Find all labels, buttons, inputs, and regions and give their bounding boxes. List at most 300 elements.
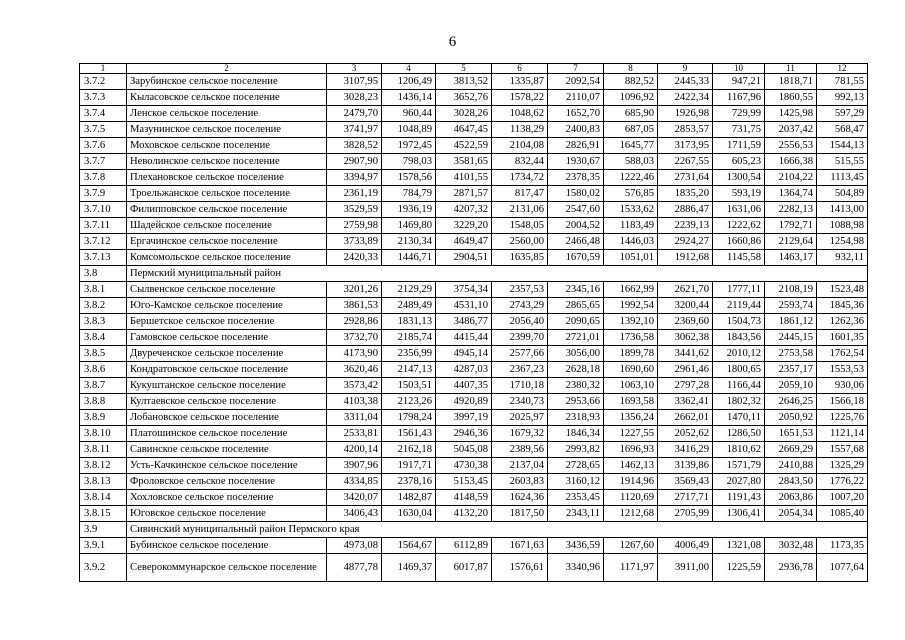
value-cell-col10: 1843,56 [713, 330, 765, 346]
value-cell-col7: 2353,45 [548, 490, 604, 506]
value-cell-col4: 2162,18 [382, 442, 436, 458]
value-cell-col8: 1222,46 [604, 170, 658, 186]
table-row [80, 154, 868, 170]
value-cell-col4: 1048,89 [382, 122, 436, 138]
value-cell-col12: 1413,00 [817, 202, 868, 218]
value-cell-col7: 1652,70 [548, 106, 604, 122]
value-cell-col11: 2445,15 [765, 330, 817, 346]
table-row [80, 90, 868, 106]
value-cell-col3: 4103,38 [327, 394, 382, 410]
value-cell-col3: 3733,89 [327, 234, 382, 250]
value-cell-col6: 2743,29 [492, 298, 548, 314]
value-cell-col7: 1580,02 [548, 186, 604, 202]
column-header-9: 9 [658, 64, 713, 74]
value-cell-col8: 1736,58 [604, 330, 658, 346]
value-cell-col6: 1635,85 [492, 250, 548, 266]
value-cell-col5: 4207,32 [436, 202, 492, 218]
value-cell-col4: 1206,49 [382, 74, 436, 90]
settlement-name: Плехановское сельское поселение [127, 170, 327, 186]
value-cell-col8: 1462,13 [604, 458, 658, 474]
value-cell-col7: 2400,83 [548, 122, 604, 138]
value-cell-col12: 1601,35 [817, 330, 868, 346]
row-code: 3.8.5 [80, 346, 127, 362]
value-cell-col9: 3139,86 [658, 458, 713, 474]
value-cell-col7: 2953,66 [548, 394, 604, 410]
value-cell-col10: 1470,11 [713, 410, 765, 426]
value-cell-col10: 2027,80 [713, 474, 765, 490]
row-code: 3.9.2 [80, 554, 127, 582]
value-cell-col9: 3062,38 [658, 330, 713, 346]
table-row [80, 170, 868, 186]
column-header-7: 7 [548, 64, 604, 74]
value-cell-col6: 2137,04 [492, 458, 548, 474]
value-cell-col8: 1212,68 [604, 506, 658, 522]
settlement-name: Филипповское сельское поселение [127, 202, 327, 218]
value-cell-col9: 4006,49 [658, 538, 713, 554]
table-row [80, 298, 868, 314]
row-code: 3.7.11 [80, 218, 127, 234]
value-cell-col9: 3200,44 [658, 298, 713, 314]
settlement-name: Савинское сельское поселение [127, 442, 327, 458]
value-cell-col8: 1645,77 [604, 138, 658, 154]
value-cell-col7: 2110,07 [548, 90, 604, 106]
table-row [80, 106, 868, 122]
table-row [80, 346, 868, 362]
value-cell-col9: 2797,28 [658, 378, 713, 394]
value-cell-col9: 2267,55 [658, 154, 713, 170]
value-cell-col6: 2367,23 [492, 362, 548, 378]
table-row [80, 394, 868, 410]
value-cell-col3: 3028,23 [327, 90, 382, 106]
value-cell-col12: 932,11 [817, 250, 868, 266]
value-cell-col5: 2904,51 [436, 250, 492, 266]
value-cell-col11: 2646,25 [765, 394, 817, 410]
value-cell-col8: 588,03 [604, 154, 658, 170]
value-cell-col7: 2826,91 [548, 138, 604, 154]
settlement-name: Кондратовское сельское поселение [127, 362, 327, 378]
value-cell-col12: 1845,36 [817, 298, 868, 314]
settlement-name: Юго-Камское сельское поселение [127, 298, 327, 314]
value-cell-col6: 1671,63 [492, 538, 548, 554]
settlement-name: Гамовское сельское поселение [127, 330, 327, 346]
value-cell-col11: 1818,71 [765, 74, 817, 90]
value-cell-col4: 1630,04 [382, 506, 436, 522]
value-cell-col7: 2466,48 [548, 234, 604, 250]
value-cell-col8: 1690,60 [604, 362, 658, 378]
settlement-name: Зарубинское сельское поселение [127, 74, 327, 90]
value-cell-col4: 1972,45 [382, 138, 436, 154]
value-cell-col5: 3652,76 [436, 90, 492, 106]
value-cell-col6: 1138,29 [492, 122, 548, 138]
table-row [80, 474, 868, 490]
value-cell-col6: 2357,53 [492, 282, 548, 298]
settlement-name: Лобановское сельское поселение [127, 410, 327, 426]
value-cell-col7: 2378,35 [548, 170, 604, 186]
value-cell-col10: 1631,06 [713, 202, 765, 218]
value-cell-col6: 2399,70 [492, 330, 548, 346]
value-cell-col3: 3861,53 [327, 298, 382, 314]
value-cell-col8: 1183,49 [604, 218, 658, 234]
value-cell-col12: 597,29 [817, 106, 868, 122]
value-cell-col11: 1463,17 [765, 250, 817, 266]
value-cell-col9: 3416,29 [658, 442, 713, 458]
value-cell-col5: 4920,89 [436, 394, 492, 410]
value-cell-col3: 4200,14 [327, 442, 382, 458]
value-cell-col11: 2936,78 [765, 554, 817, 582]
settlement-name: Юговское сельское поселение [127, 506, 327, 522]
value-cell-col3: 3406,43 [327, 506, 382, 522]
row-code: 3.8.13 [80, 474, 127, 490]
value-cell-col3: 4334,85 [327, 474, 382, 490]
settlement-name: Кукуштанское сельское поселение [127, 378, 327, 394]
value-cell-col10: 1777,11 [713, 282, 765, 298]
value-cell-col11: 2282,13 [765, 202, 817, 218]
settlement-name: Бершетское сельское поселение [127, 314, 327, 330]
value-cell-col9: 2731,64 [658, 170, 713, 186]
value-cell-col6: 1817,50 [492, 506, 548, 522]
value-cell-col10: 1800,65 [713, 362, 765, 378]
value-cell-col4: 2129,29 [382, 282, 436, 298]
value-cell-col4: 1936,19 [382, 202, 436, 218]
row-code: 3.7.3 [80, 90, 127, 106]
value-cell-col12: 1085,40 [817, 506, 868, 522]
settlement-name: Култаевское сельское поселение [127, 394, 327, 410]
page-number: 6 [448, 34, 457, 50]
value-cell-col9: 1912,68 [658, 250, 713, 266]
data-table [79, 63, 868, 582]
value-cell-col11: 1651,53 [765, 426, 817, 442]
value-cell-col12: 1173,35 [817, 538, 868, 554]
table-row [80, 234, 868, 250]
value-cell-col4: 960,44 [382, 106, 436, 122]
value-cell-col8: 1533,62 [604, 202, 658, 218]
group-row [80, 522, 868, 538]
value-cell-col5: 5045,08 [436, 442, 492, 458]
value-cell-col6: 1679,32 [492, 426, 548, 442]
value-cell-col12: 1776,22 [817, 474, 868, 490]
value-cell-col3: 3529,59 [327, 202, 382, 218]
row-code: 3.7.4 [80, 106, 127, 122]
settlement-name: Сылвенское сельское поселение [127, 282, 327, 298]
value-cell-col10: 2119,44 [713, 298, 765, 314]
table-row [80, 362, 868, 378]
value-cell-col5: 3813,52 [436, 74, 492, 90]
value-cell-col4: 1561,43 [382, 426, 436, 442]
value-cell-col7: 2728,65 [548, 458, 604, 474]
value-cell-col7: 3340,96 [548, 554, 604, 582]
value-cell-col5: 3229,20 [436, 218, 492, 234]
value-cell-col6: 1048,62 [492, 106, 548, 122]
value-cell-col6: 832,44 [492, 154, 548, 170]
value-cell-col3: 3907,96 [327, 458, 382, 474]
value-cell-col6: 2560,00 [492, 234, 548, 250]
table-row [80, 138, 868, 154]
value-cell-col11: 1425,98 [765, 106, 817, 122]
value-cell-col4: 784,79 [382, 186, 436, 202]
table-row [80, 378, 868, 394]
value-cell-col4: 2185,74 [382, 330, 436, 346]
value-cell-col10: 2010,12 [713, 346, 765, 362]
value-cell-col7: 2628,18 [548, 362, 604, 378]
value-cell-col11: 1666,38 [765, 154, 817, 170]
value-cell-col9: 1835,20 [658, 186, 713, 202]
value-cell-col10: 593,19 [713, 186, 765, 202]
value-cell-col8: 1267,60 [604, 538, 658, 554]
value-cell-col6: 817,47 [492, 186, 548, 202]
table-row [80, 202, 868, 218]
value-cell-col11: 1792,71 [765, 218, 817, 234]
row-code: 3.7.7 [80, 154, 127, 170]
settlement-name: Усть-Качкинское сельское поселение [127, 458, 327, 474]
value-cell-col3: 3573,42 [327, 378, 382, 394]
value-cell-col9: 1926,98 [658, 106, 713, 122]
value-cell-col5: 4730,38 [436, 458, 492, 474]
column-header-8: 8 [604, 64, 658, 74]
table-row [80, 330, 868, 346]
value-cell-col5: 4407,35 [436, 378, 492, 394]
value-cell-col10: 1300,54 [713, 170, 765, 186]
value-cell-col7: 2721,01 [548, 330, 604, 346]
value-cell-col7: 2092,54 [548, 74, 604, 90]
value-cell-col3: 3741,97 [327, 122, 382, 138]
row-code: 3.7.8 [80, 170, 127, 186]
value-cell-col9: 3569,43 [658, 474, 713, 490]
value-cell-col3: 2361,19 [327, 186, 382, 202]
row-code: 3.7.5 [80, 122, 127, 138]
table-row [80, 74, 868, 90]
value-cell-col3: 4173,90 [327, 346, 382, 362]
value-cell-col12: 1762,54 [817, 346, 868, 362]
value-cell-col7: 2318,93 [548, 410, 604, 426]
table-row [80, 218, 868, 234]
value-cell-col9: 3441,62 [658, 346, 713, 362]
value-cell-col3: 2420,33 [327, 250, 382, 266]
value-cell-col3: 4877,78 [327, 554, 382, 582]
row-code: 3.8.8 [80, 394, 127, 410]
value-cell-col11: 2059,10 [765, 378, 817, 394]
value-cell-col10: 1321,08 [713, 538, 765, 554]
group-name: Сивинский муниципальный район Пермского края [127, 522, 868, 538]
row-code: 3.8.15 [80, 506, 127, 522]
row-code: 3.8.6 [80, 362, 127, 378]
settlement-name: Неволинское сельское поселение [127, 154, 327, 170]
value-cell-col12: 504,89 [817, 186, 868, 202]
value-cell-col7: 2547,60 [548, 202, 604, 218]
value-cell-col9: 2705,99 [658, 506, 713, 522]
row-code: 3.8.1 [80, 282, 127, 298]
value-cell-col5: 4132,20 [436, 506, 492, 522]
value-cell-col8: 1662,99 [604, 282, 658, 298]
value-cell-col10: 1286,50 [713, 426, 765, 442]
value-cell-col10: 1166,44 [713, 378, 765, 394]
value-cell-col6: 2131,06 [492, 202, 548, 218]
settlement-name: Мазунинское сельское поселение [127, 122, 327, 138]
value-cell-col10: 1167,96 [713, 90, 765, 106]
value-cell-col12: 1225,76 [817, 410, 868, 426]
settlement-name: Хохловское сельское поселение [127, 490, 327, 506]
value-cell-col5: 3028,26 [436, 106, 492, 122]
group-name: Пермский муниципальный район [127, 266, 868, 282]
value-cell-col6: 2025,97 [492, 410, 548, 426]
value-cell-col3: 3732,70 [327, 330, 382, 346]
value-cell-col7: 2090,65 [548, 314, 604, 330]
value-cell-col3: 4973,08 [327, 538, 382, 554]
row-code: 3.8.12 [80, 458, 127, 474]
row-code: 3.8.2 [80, 298, 127, 314]
table-row [80, 186, 868, 202]
value-cell-col11: 2357,17 [765, 362, 817, 378]
value-cell-col8: 1227,55 [604, 426, 658, 442]
table-row [80, 314, 868, 330]
value-cell-col7: 2993,82 [548, 442, 604, 458]
value-cell-col8: 687,05 [604, 122, 658, 138]
table-row [80, 426, 868, 442]
value-cell-col6: 1624,36 [492, 490, 548, 506]
column-header-3: 3 [327, 64, 382, 74]
row-code: 3.8.9 [80, 410, 127, 426]
value-cell-col3: 3201,26 [327, 282, 382, 298]
value-cell-col6: 1734,72 [492, 170, 548, 186]
value-cell-col4: 2489,49 [382, 298, 436, 314]
table-body [80, 64, 868, 582]
value-cell-col6: 1335,87 [492, 74, 548, 90]
value-cell-col12: 515,55 [817, 154, 868, 170]
value-cell-col12: 568,47 [817, 122, 868, 138]
value-cell-col4: 1831,13 [382, 314, 436, 330]
value-cell-col4: 1482,87 [382, 490, 436, 506]
value-cell-col3: 2479,70 [327, 106, 382, 122]
value-cell-col12: 1254,98 [817, 234, 868, 250]
value-cell-col5: 4647,45 [436, 122, 492, 138]
value-cell-col5: 4945,14 [436, 346, 492, 362]
row-code: 3.9.1 [80, 538, 127, 554]
column-header-6: 6 [492, 64, 548, 74]
settlement-name: Кыласовское сельское поселение [127, 90, 327, 106]
settlement-name: Моховское сельское поселение [127, 138, 327, 154]
value-cell-col9: 2445,33 [658, 74, 713, 90]
value-cell-col7: 1846,34 [548, 426, 604, 442]
value-cell-col5: 2871,57 [436, 186, 492, 202]
value-cell-col3: 3420,07 [327, 490, 382, 506]
value-cell-col4: 1469,37 [382, 554, 436, 582]
value-cell-col10: 1504,73 [713, 314, 765, 330]
value-cell-col10: 1810,62 [713, 442, 765, 458]
settlement-name: Двуреченское сельское поселение [127, 346, 327, 362]
value-cell-col11: 2104,22 [765, 170, 817, 186]
value-cell-col12: 1007,20 [817, 490, 868, 506]
value-cell-col7: 3056,00 [548, 346, 604, 362]
value-cell-col11: 2129,64 [765, 234, 817, 250]
value-cell-col4: 1578,56 [382, 170, 436, 186]
row-code: 3.9 [80, 522, 127, 538]
value-cell-col9: 2621,70 [658, 282, 713, 298]
value-cell-col6: 1576,61 [492, 554, 548, 582]
value-cell-col4: 1917,71 [382, 458, 436, 474]
column-header-2: 2 [127, 64, 327, 74]
value-cell-col7: 2343,11 [548, 506, 604, 522]
value-cell-col9: 2924,27 [658, 234, 713, 250]
value-cell-col12: 1523,48 [817, 282, 868, 298]
value-cell-col8: 1696,93 [604, 442, 658, 458]
row-code: 3.8.3 [80, 314, 127, 330]
value-cell-col7: 2004,52 [548, 218, 604, 234]
value-cell-col11: 1861,12 [765, 314, 817, 330]
row-code: 3.7.6 [80, 138, 127, 154]
value-cell-col4: 2123,26 [382, 394, 436, 410]
value-cell-col6: 2340,73 [492, 394, 548, 410]
column-header-10: 10 [713, 64, 765, 74]
value-cell-col9: 2886,47 [658, 202, 713, 218]
value-cell-col6: 2104,08 [492, 138, 548, 154]
value-cell-col11: 2410,88 [765, 458, 817, 474]
value-cell-col9: 2662,01 [658, 410, 713, 426]
value-cell-col10: 605,23 [713, 154, 765, 170]
column-header-1: 1 [80, 64, 127, 74]
value-cell-col7: 3436,59 [548, 538, 604, 554]
value-cell-col7: 3160,12 [548, 474, 604, 490]
value-cell-col10: 947,21 [713, 74, 765, 90]
value-cell-col5: 3486,77 [436, 314, 492, 330]
value-cell-col10: 1802,32 [713, 394, 765, 410]
value-cell-col12: 1077,64 [817, 554, 868, 582]
settlement-name: Шадейское сельское поселение [127, 218, 327, 234]
value-cell-col9: 2052,62 [658, 426, 713, 442]
column-header-11: 11 [765, 64, 817, 74]
value-cell-col11: 2063,86 [765, 490, 817, 506]
table-row [80, 250, 868, 266]
table-row [80, 458, 868, 474]
row-code: 3.8.4 [80, 330, 127, 346]
value-cell-col7: 1670,59 [548, 250, 604, 266]
value-cell-col3: 3107,95 [327, 74, 382, 90]
settlement-name: Северокоммунарское сельское поселение [127, 554, 327, 582]
value-cell-col6: 1710,18 [492, 378, 548, 394]
value-cell-col4: 2147,13 [382, 362, 436, 378]
value-cell-col7: 1930,67 [548, 154, 604, 170]
value-cell-col9: 2853,57 [658, 122, 713, 138]
value-cell-col8: 1120,69 [604, 490, 658, 506]
value-cell-col7: 2380,32 [548, 378, 604, 394]
value-cell-col10: 1191,43 [713, 490, 765, 506]
value-cell-col10: 1306,41 [713, 506, 765, 522]
value-cell-col5: 6017,87 [436, 554, 492, 582]
value-cell-col12: 781,55 [817, 74, 868, 90]
value-cell-col10: 731,75 [713, 122, 765, 138]
value-cell-col7: 2345,16 [548, 282, 604, 298]
value-cell-col8: 1063,10 [604, 378, 658, 394]
value-cell-col11: 2108,19 [765, 282, 817, 298]
value-cell-col5: 4531,10 [436, 298, 492, 314]
row-code: 3.8.11 [80, 442, 127, 458]
value-cell-col6: 1548,05 [492, 218, 548, 234]
value-cell-col3: 3311,04 [327, 410, 382, 426]
value-cell-col3: 3394,97 [327, 170, 382, 186]
value-cell-col11: 1364,74 [765, 186, 817, 202]
value-cell-col12: 1088,98 [817, 218, 868, 234]
value-cell-col11: 2556,53 [765, 138, 817, 154]
row-code: 3.7.9 [80, 186, 127, 202]
row-code: 3.7.10 [80, 202, 127, 218]
value-cell-col5: 4101,55 [436, 170, 492, 186]
value-cell-col8: 1171,97 [604, 554, 658, 582]
value-cell-col8: 1693,58 [604, 394, 658, 410]
value-cell-col4: 1469,80 [382, 218, 436, 234]
value-cell-col10: 1571,79 [713, 458, 765, 474]
table-row [80, 282, 868, 298]
value-cell-col5: 4148,59 [436, 490, 492, 506]
value-cell-col5: 3581,65 [436, 154, 492, 170]
value-cell-col5: 3754,34 [436, 282, 492, 298]
